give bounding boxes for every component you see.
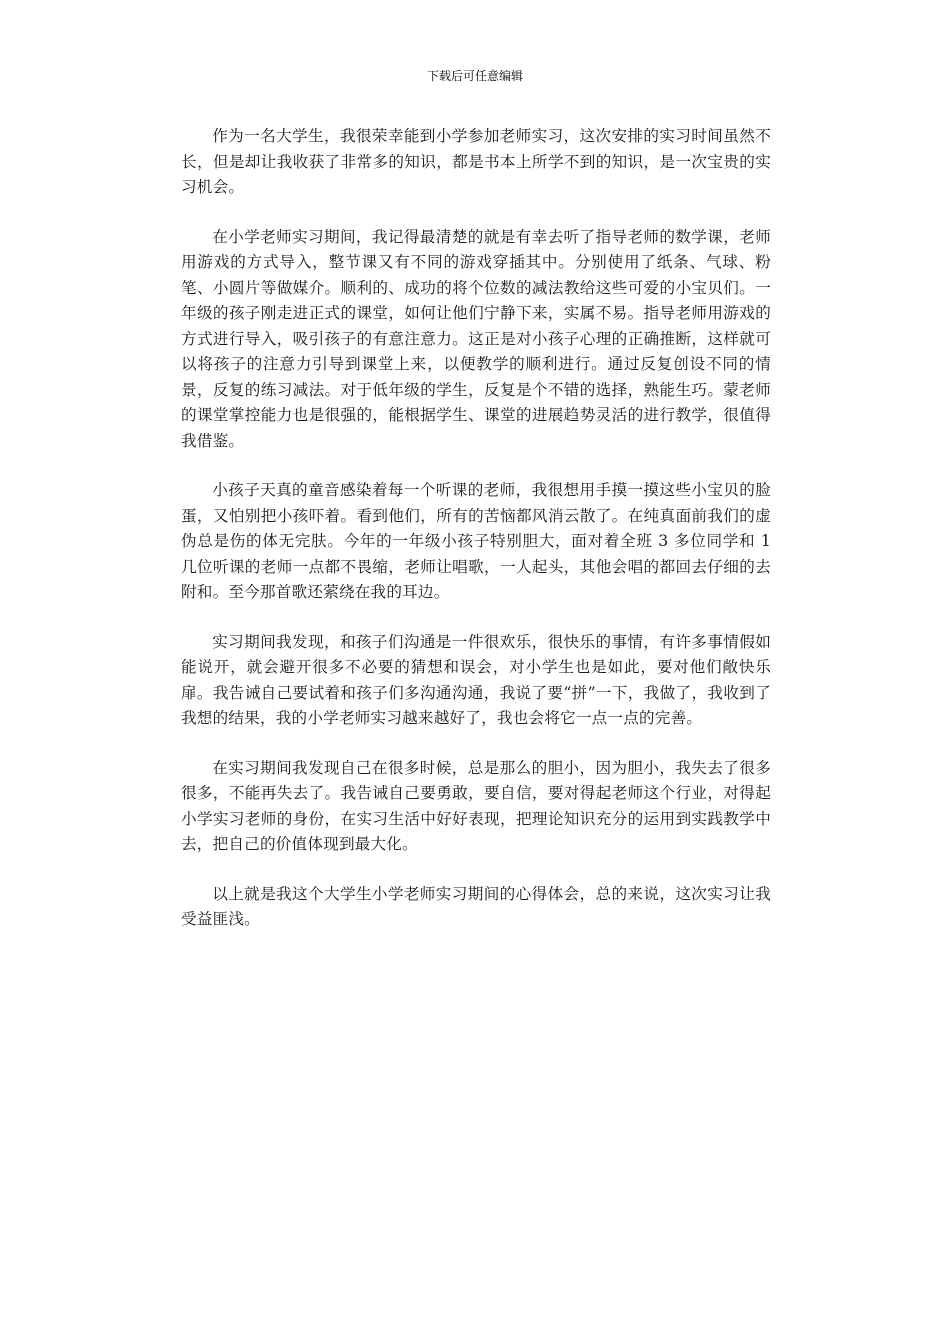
paragraph-communication: 实习期间我发现，和孩子们沟通是一件很欢乐，很快乐的事情，有许多事情假如能说开，就会避开很多不必要的猜想和误会，对小学生也是如此，要对他们敞快乐扉。我告诫自己要试着和孩子们多沟通沟通，我说了要“拼”一下，我做了，我收到了我想的结果，我的小学老师实习越来越好了，我也会将它一点一点的完善。	[181, 632, 771, 727]
paragraph-courage: 在实习期间我发现自己在很多时候，总是那么的胆小，因为胆小，我失去了很多很多，不能再失去了。我告诫自己要勇敢，要自信，要对得起老师这个行业，对得起小学实习老师的身份，在实习生活中好好表现，把理论知识充分的运用到实践教学中去，把自己的价值体现到最大化。	[181, 758, 771, 853]
paragraph-children-voices: 小孩子天真的童音感染着每一个听课的老师，我很想用手摸一摸这些小宝贝的脸蛋，又怕别把小孩吓着。看到他们，所有的苦恼都风消云散了。在纯真面前我们的虚伪总是伤的体无完肤。今年的一年级小孩子特别胆大，面对着全班 3 多位同学和 1 几位听课的老师一点都不畏缩，老师让唱歌，一人起头，其他会唱的都回去仔细的去附和。至今那首歌还萦绕在我的耳边。	[181, 481, 771, 601]
page-header: 下载后可任意编辑	[426, 69, 523, 83]
paragraph-math-class: 在小学老师实习期间，我记得最清楚的就是有幸去听了指导老师的数学课，老师用游戏的方式导入，整节课又有不同的游戏穿插其中。分别使用了纸条、气球、粉笔、小圆片等做媒介。顺利的、成功的将个位数的减法教给这些可爱的小宝贝们。一年级的孩子刚走进正式的课堂，如何让他们宁静下来，实属不易。指导老师用游戏的方式进行导入，吸引孩子的有意注意力。这正是对小孩子心理的正确推断，这样就可以将孩子的注意力引导到课堂上来，以便教学的顺利进行。通过反复创设不同的情景，反复的练习减法。对于低年级的学生，反复是个不错的选择，熟能生巧。蒙老师的课堂掌控能力也是很强的，能根据学生、课堂的进展趋势灵活的进行教学，很值得我借鉴。	[181, 227, 771, 450]
document-body	[181, 124, 771, 957]
paragraph-intro: 作为一名大学生，我很荣幸能到小学参加老师实习，这次安排的实习时间虽然不长，但是却让我收获了非常多的知识，都是书本上所学不到的知识，是一次宝贵的实习机会。	[181, 127, 771, 196]
paragraph-conclusion: 以上就是我这个大学生小学老师实习期间的心得体会，总的来说，这次实习让我受益匪浅。	[181, 884, 771, 928]
